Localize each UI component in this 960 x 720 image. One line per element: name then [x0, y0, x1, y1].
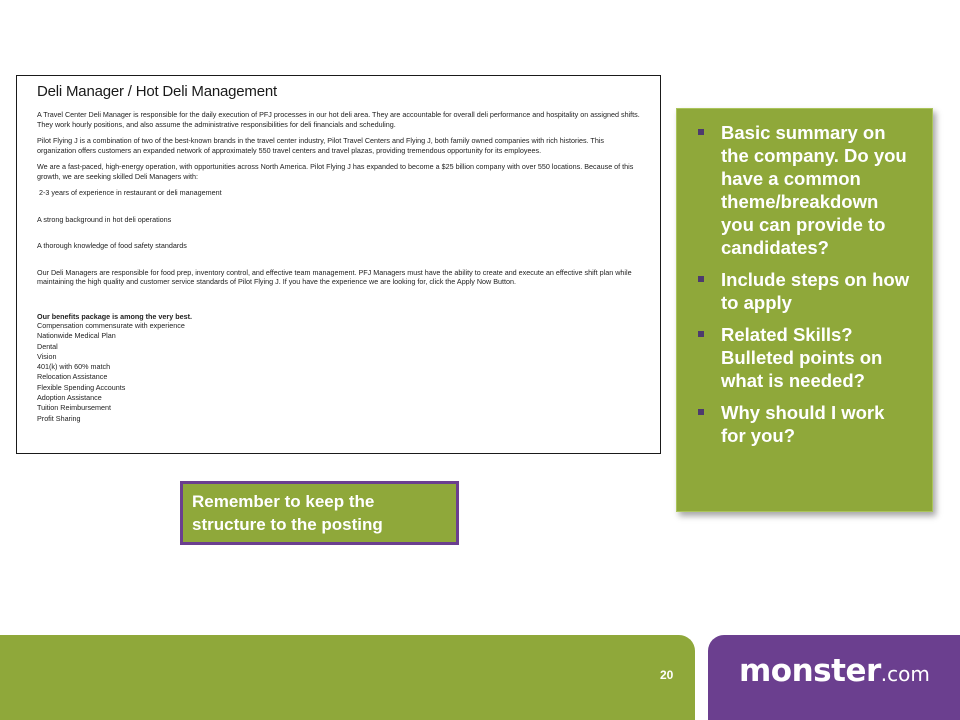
posting-requirement: 2-3 years of experience in restaurant or deli management: [39, 188, 222, 197]
benefits-list: [37, 321, 640, 424]
posting-title: Deli Manager / Hot Deli Management: [37, 83, 277, 100]
benefit-item: Flexible Spending Accounts: [37, 382, 126, 392]
benefit-item: Nationwide Medical Plan: [37, 331, 116, 341]
benefit-item: Compensation commensurate with experience: [37, 321, 185, 330]
reminder-box: [180, 481, 459, 545]
square-bullet-icon: [698, 409, 704, 415]
posting-paragraph: We are a fast-paced, high-energy operation, with opportunities across North America. Pilot Flying J has expanded to become a $25 billion company with over 550 locations. Because of this growth, we are seeking skilled Deli Managers with:: [37, 162, 634, 181]
tips-list: [687, 121, 914, 447]
benefit-item: Dental: [37, 341, 58, 351]
reminder-line: structure to the posting: [192, 515, 383, 534]
benefit-item: Profit Sharing: [37, 413, 81, 423]
tip-item: [687, 401, 914, 447]
benefit-item: 401(k) with 60% match: [37, 362, 111, 372]
job-posting-panel: [16, 75, 661, 454]
tip-text: Include steps on how to apply: [721, 269, 910, 313]
posting-requirement: A strong background in hot deli operations: [37, 214, 172, 224]
monster-logo: [739, 653, 930, 689]
tip-text: Why should I work for you?: [721, 402, 885, 446]
posting-requirement: A thorough knowledge of food safety standards: [37, 241, 187, 250]
square-bullet-icon: [698, 129, 704, 135]
benefit-item: Tuition Reimbursement: [37, 403, 112, 413]
logo-wordmark: monster: [739, 653, 881, 689]
posting-paragraph: A Travel Center Deli Manager is responsible for the daily execution of PFJ processes in our hot deli area. They are accountable for overall deli performance and hospitality on assigned shifts. They work hourly positions, and also assume the administrative responsibilities for deli financials and scheduling.: [37, 110, 640, 129]
reminder-line: Remember to keep the: [192, 492, 375, 511]
footer-green-bar: [0, 635, 695, 720]
logo-tld: .com: [880, 662, 930, 686]
tip-text: Basic summary on the company. Do you have a common theme/breakdown you can provide to candidates?: [721, 122, 907, 258]
tip-text: Related Skills? Bulleted points on what is needed?: [721, 324, 883, 391]
benefits-title: Our benefits package is among the very best.: [37, 311, 192, 321]
square-bullet-icon: [698, 276, 704, 282]
square-bullet-icon: [698, 331, 704, 337]
benefit-item: Relocation Assistance: [37, 372, 108, 382]
tips-callout: [676, 108, 933, 512]
tip-item: [687, 323, 914, 392]
page-number: 20: [660, 668, 674, 682]
benefit-item: Vision: [37, 351, 57, 361]
tip-item: [687, 268, 914, 314]
tip-item: [687, 121, 914, 259]
benefit-item: Adoption Assistance: [37, 393, 102, 403]
posting-paragraph: Pilot Flying J is a combination of two of the best-known brands in the travel center industry, Pilot Travel Centers and Flying J, both family owned companies with rich histories. This organization offers customers an expanded network of approximately 550 travel centers and travel plazas, providing tremendous opportunity for its employees.: [37, 136, 605, 155]
posting-paragraph: Our Deli Managers are responsible for food prep, inventory control, and effective team management. PFJ Managers must have the ability to create and execute an effective shift plan while maintaining the high quality and customer service standards of Pilot Flying J. If you have the experience we are looking for, click the Apply Now Button.: [37, 267, 632, 286]
